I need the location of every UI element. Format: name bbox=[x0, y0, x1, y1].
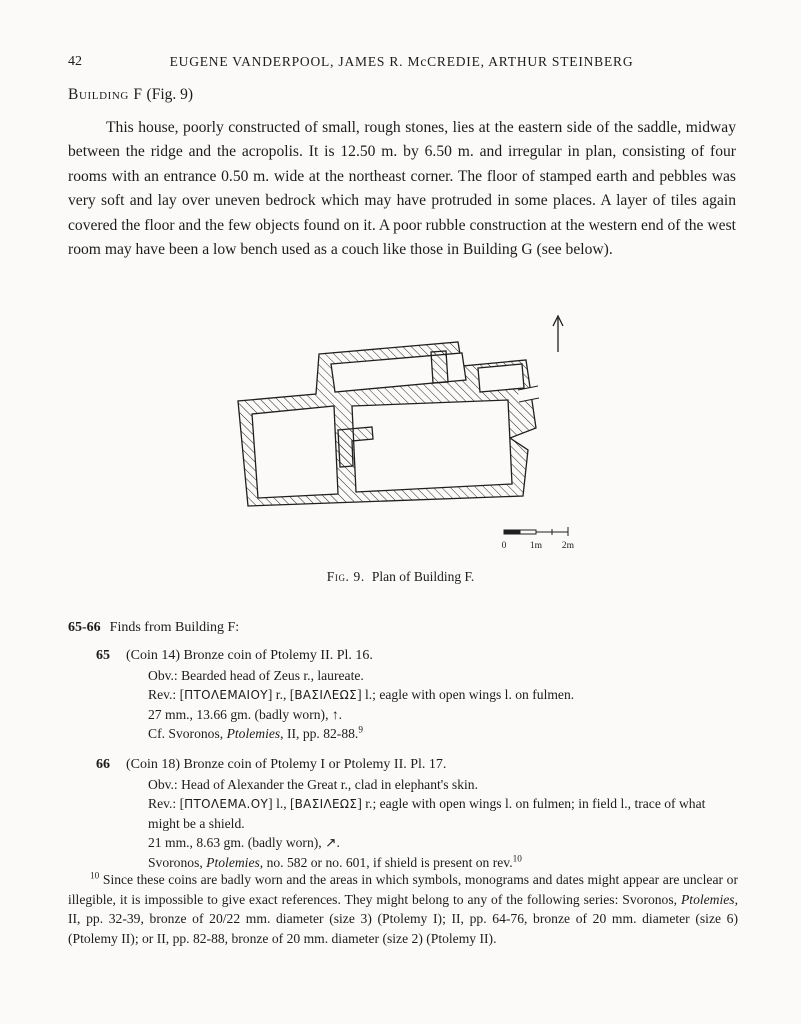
room-interior bbox=[478, 364, 524, 392]
entry-line: Svoronos, Ptolemies, no. 582 or no. 601, if shield is present on rev.$^{10}$ bbox=[148, 852, 522, 870]
entry-line: 21 mm., 8.63 gm. (badly worn), ↗. bbox=[148, 835, 340, 851]
room-interior bbox=[252, 406, 338, 498]
running-head-title: EUGENE VANDERPOOL, JAMES R. McCREDIE, ARTHUR STEINBERG bbox=[169, 54, 634, 69]
entry-line: Rev.: [ΠΤΟΛΕΜΑΙΟΥ] r., [ΒΑΣΙΛΕΩΣ] l.; eagle with open wings l. on fulmen. bbox=[148, 687, 575, 703]
north-arrow-icon bbox=[553, 316, 563, 352]
figure-caption-label: Fig. 9. bbox=[326, 569, 365, 584]
entry-heading-row bbox=[96, 757, 736, 773]
section-heading-suffix: (Fig. 9) bbox=[142, 86, 194, 103]
entry-heading: (Coin 14) Bronze coin of Ptolemy II. Pl. 16. bbox=[126, 648, 373, 663]
figure-caption-text: Plan of Building F. bbox=[371, 569, 475, 584]
entry-detail-lines bbox=[148, 666, 736, 744]
body-paragraph: This house, poorly constructed of small, rough stones, lies at the eastern side of the saddle, midway between the ridge and the acropolis. It is 12.50 m. by 6.50 m. and irregular in plan, consisting of four rooms with an entrance 0.50 m. wide at the northeast corner. The floor of stamped earth and pebbles was very soft and lay over uneven bedrock which may have protruded in some places. A layer of tiles again covered the floor and the few objects found on it. A poor rubble construction at the western end of the west room may have been a low bench used as a couch like those in Building G (see below). bbox=[68, 119, 736, 259]
entry-line: 27 mm., 13.66 gm. (badly worn), ↑. bbox=[148, 706, 343, 722]
interior-wall-stub bbox=[431, 351, 448, 383]
page-number: 42 bbox=[68, 54, 82, 69]
scale-label-1m: 1m bbox=[529, 541, 542, 551]
entry-detail-lines bbox=[148, 775, 736, 872]
entry-line: Obv.: Head of Alexander the Great r., clad in elephant's skin. bbox=[148, 776, 478, 792]
scale-label-2m: 2m bbox=[561, 541, 574, 551]
building-plan-figure bbox=[0, 306, 801, 585]
catalog-entry-66 bbox=[96, 757, 736, 872]
entry-heading-row bbox=[96, 648, 736, 664]
catalog-heading bbox=[68, 620, 736, 636]
entry-line: Cf. Svoronos, Ptolemies, II, pp. 82-88.$^9$ bbox=[148, 724, 363, 742]
section-heading-label: Building F bbox=[68, 86, 143, 103]
page-header bbox=[68, 54, 735, 74]
catalog-range-title: Finds from Building F: bbox=[109, 620, 240, 635]
finds-catalog bbox=[68, 620, 736, 885]
footnote: $^{10}$ Since these coins are badly worn and the areas in which symbols, monograms and dates might appear are unclear or illegible, it is impossible to give exact references. They might belong to any of the following series: Svoronos, Ptolemies, II, pp. 32-39, bronze of 20/22 mm. diameter (size 3) (Ptolemy I); II, pp. 64-76, bronze of 20 mm. diameter (size 6) (Ptolemy II); or II, pp. 82-88, bronze of 20 mm. diameter (size 2) (Ptolemy II). bbox=[68, 870, 738, 947]
building-plan-svg bbox=[226, 306, 576, 558]
scale-bar bbox=[501, 527, 574, 551]
figure-caption bbox=[0, 569, 801, 585]
catalog-entry-65 bbox=[96, 648, 736, 744]
scale-label-0: 0 bbox=[501, 541, 506, 551]
entry-heading: (Coin 18) Bronze coin of Ptolemy I or Ptolemy II. Pl. 17. bbox=[126, 756, 447, 772]
room-interior bbox=[352, 400, 512, 492]
catalog-range-number: 65-66 bbox=[68, 620, 101, 635]
section-heading bbox=[68, 86, 193, 104]
entry-number: 65 bbox=[96, 648, 110, 663]
entry-line: Obv.: Bearded head of Zeus r., laureate. bbox=[148, 668, 364, 683]
entry-number: 66 bbox=[96, 756, 110, 772]
entry-line: Rev.: [ΠΤΟΛΕΜΑ.ΟΥ] l., [ΒΑΣΙΛΕΩΣ] r.; eagle with open wings l. on fulmen; in field l., trace of what might be a shield. bbox=[148, 796, 706, 831]
